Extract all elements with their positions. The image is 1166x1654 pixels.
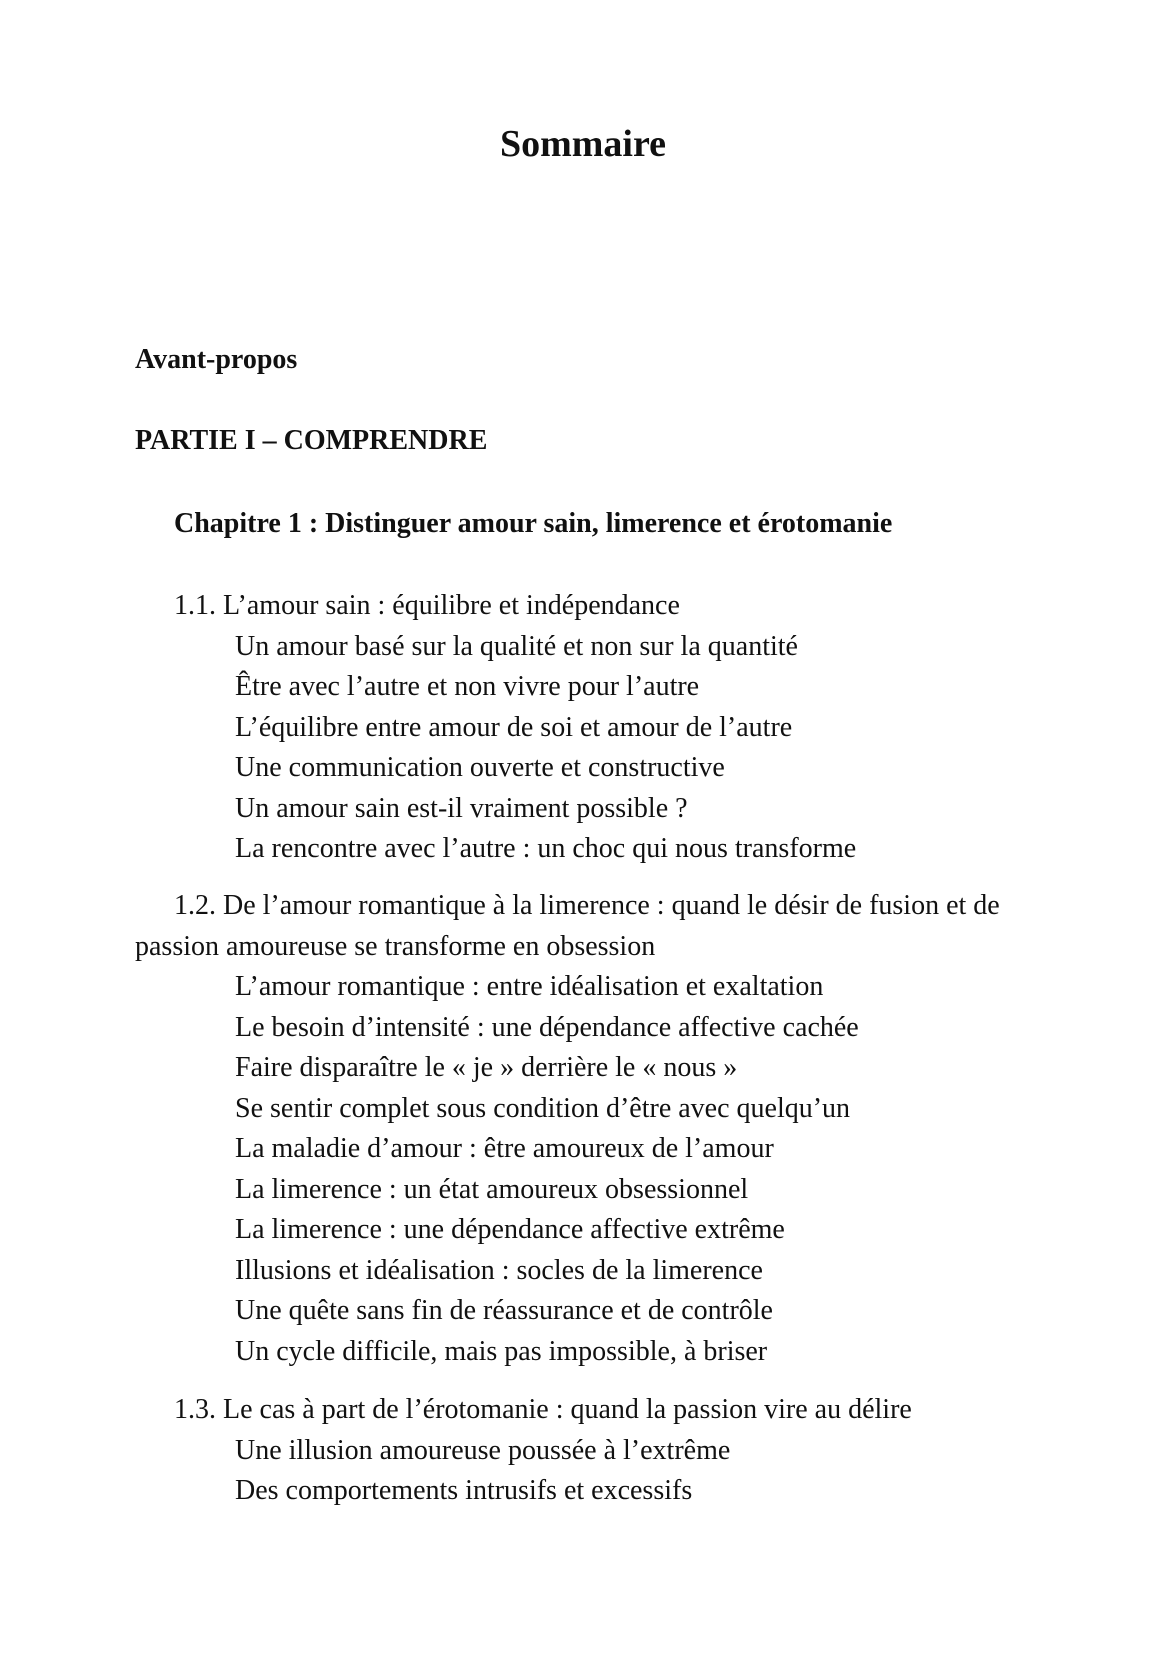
toc-section-title: 1.2. De l’amour romantique à la limerence : quand le désir de fusion et de passion amoureuse se transforme en obsession: [135, 890, 1000, 962]
toc-section-1: [135, 586, 1035, 870]
toc-subsection-item: L’équilibre entre amour de soi et amour de l’autre: [235, 711, 793, 743]
toc-subsection-item: Une illusion amoureuse poussée à l’extrême: [235, 1434, 731, 1466]
page-title: Sommaire: [499, 123, 667, 165]
toc-chapter-heading: Chapitre 1 : Distinguer amour sain, limerence et érotomanie: [174, 508, 893, 539]
toc-foreword: Avant-propos: [135, 344, 298, 375]
toc-subsection-item: Une communication ouverte et constructive: [235, 752, 725, 783]
toc-subsection-list: [135, 967, 1035, 1372]
toc-subsection-item: Illusions et idéalisation : socles de la limerence: [235, 1254, 763, 1286]
toc-part-heading: PARTIE I – COMPRENDRE: [135, 425, 488, 456]
toc-subsection-item: Faire disparaître le « je » derrière le « nous »: [235, 1052, 738, 1083]
toc-subsection-item: La limerence : une dépendance affective extrême: [235, 1214, 785, 1245]
toc-section-3: [135, 1390, 1035, 1512]
toc-subsection-item: La maladie d’amour : être amoureux de l’amour: [235, 1133, 774, 1164]
toc-subsection-item: L’amour romantique : entre idéalisation et exaltation: [235, 971, 824, 1002]
toc-subsection-item: Un cycle difficile, mais pas impossible, à briser: [235, 1335, 768, 1367]
toc-subsection-item: La rencontre avec l’autre : un choc qui nous transforme: [235, 833, 857, 864]
toc-subsection-item: Un amour sain est-il vraiment possible ?: [235, 792, 688, 824]
toc-subsection-list: [135, 1431, 1035, 1512]
toc-section-title: 1.1. L’amour sain : équilibre et indépendance: [174, 590, 680, 621]
toc-subsection-item: Être avec l’autre et non vivre pour l’autre: [235, 671, 700, 702]
toc-subsection-item: Une quête sans fin de réassurance et de contrôle: [235, 1295, 773, 1326]
toc-section-title: 1.3. Le cas à part de l’érotomanie : quand la passion vire au délire: [174, 1394, 912, 1425]
toc-subsection-list: [135, 627, 1035, 870]
toc-subsection-item: Un amour basé sur la qualité et non sur la quantité: [235, 630, 798, 662]
toc-subsection-item: La limerence : un état amoureux obsessionnel: [235, 1173, 749, 1205]
toc-subsection-item: Le besoin d’intensité : une dépendance affective cachée: [235, 1011, 859, 1043]
toc-subsection-item: Se sentir complet sous condition d’être avec quelqu’un: [235, 1092, 851, 1124]
toc-subsection-item: Des comportements intrusifs et excessifs: [235, 1475, 693, 1506]
toc-section-2: [135, 886, 1035, 1372]
